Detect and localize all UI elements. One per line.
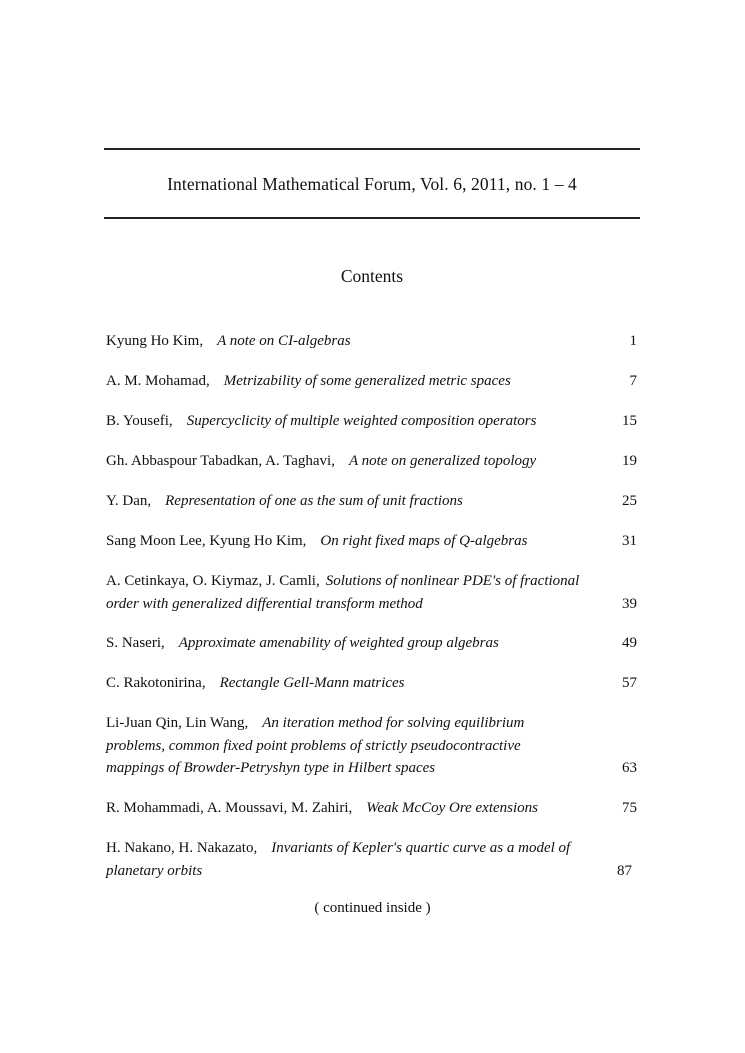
entry-title: Representation of one as the sum of unit fractions	[165, 493, 463, 509]
entry-page: 1	[629, 333, 637, 349]
entry-title: On right fixed maps of Q-algebras	[320, 533, 528, 549]
entry-page: 31	[622, 533, 637, 549]
contents-entry	[106, 530, 640, 553]
contents-heading: Contents	[340, 266, 404, 286]
entry-authors: Gh. Abbaspour Tabadkan, A. Taghavi,	[106, 453, 335, 469]
entry-title: Rectangle Gell-Mann matrices	[219, 675, 405, 691]
entry-page: 87	[617, 862, 632, 879]
entry-page: 19	[622, 453, 637, 469]
entry-authors: C. Rakotonirina,	[106, 675, 206, 691]
entry-page: 15	[622, 413, 637, 429]
bottom-rule	[104, 217, 640, 219]
entry-title-line3: mappings of Browder-Petryshyn type in Hilbert spaces	[106, 760, 436, 776]
entry-page: 75	[622, 800, 637, 816]
entry-authors: Kyung Ho Kim,	[106, 333, 204, 349]
entry-title-line1: Solutions of nonlinear PDE's of fractional	[325, 573, 580, 589]
entry-page: 63	[622, 760, 637, 776]
contents-entry	[106, 450, 640, 473]
entry-title: A note on CI-algebras	[217, 333, 351, 349]
top-rule	[104, 148, 640, 150]
entry-authors: A. Cetinkaya, O. Kiymaz, J. Camli,	[106, 573, 320, 589]
entry-authors: Sang Moon Lee, Kyung Ho Kim,	[106, 533, 307, 549]
entry-authors: R. Mohammadi, A. Moussavi, M. Zahiri,	[106, 800, 353, 816]
entry-title: A note on generalized topology	[348, 453, 537, 469]
contents-entry	[106, 490, 640, 513]
entry-title-line2: planetary orbits	[106, 862, 203, 879]
entry-title-line1: An iteration method for solving equilibrium	[262, 715, 525, 731]
contents-entry	[106, 410, 640, 433]
entry-page: 49	[622, 635, 637, 651]
entry-page: 25	[622, 493, 637, 509]
entry-authors: B. Yousefi,	[106, 413, 173, 429]
entry-title: Approximate amenability of weighted group algebras	[178, 635, 499, 651]
entry-title: Supercyclicity of multiple weighted composition operators	[186, 413, 537, 429]
entry-title: Metrizability of some generalized metric spaces	[223, 373, 511, 389]
contents-entry	[106, 632, 640, 655]
contents-entry	[106, 797, 640, 820]
continued-note: ( continued inside )	[314, 900, 431, 916]
contents-entry	[106, 330, 640, 353]
entry-authors: S. Naseri,	[106, 635, 165, 651]
entry-authors: A. M. Mohamad,	[106, 373, 210, 389]
entry-title: Weak McCoy Ore extensions	[366, 800, 539, 816]
contents-entry	[106, 570, 640, 615]
journal-title: International Mathematical Forum, Vol. 6, 2011, no. 1 – 4	[167, 174, 577, 194]
entry-title-line2: problems, common fixed point problems of strictly pseudocontractive	[106, 737, 521, 754]
entry-authors: Li-Juan Qin, Lin Wang,	[106, 715, 249, 731]
contents-entry	[106, 712, 640, 780]
entry-authors: H. Nakano, H. Nakazato,	[106, 840, 258, 856]
contents-entry	[106, 672, 640, 695]
contents-entry	[106, 370, 640, 393]
entry-title-line2: order with generalized differential transform method	[106, 595, 423, 612]
entry-page: 57	[622, 675, 637, 691]
entry-authors: Y. Dan,	[106, 493, 152, 509]
entry-page: 39	[622, 595, 637, 612]
entry-page: 7	[629, 373, 637, 389]
contents-entry	[106, 837, 640, 882]
entry-title-line1: Invariants of Kepler's quartic curve as a model of	[271, 840, 571, 856]
